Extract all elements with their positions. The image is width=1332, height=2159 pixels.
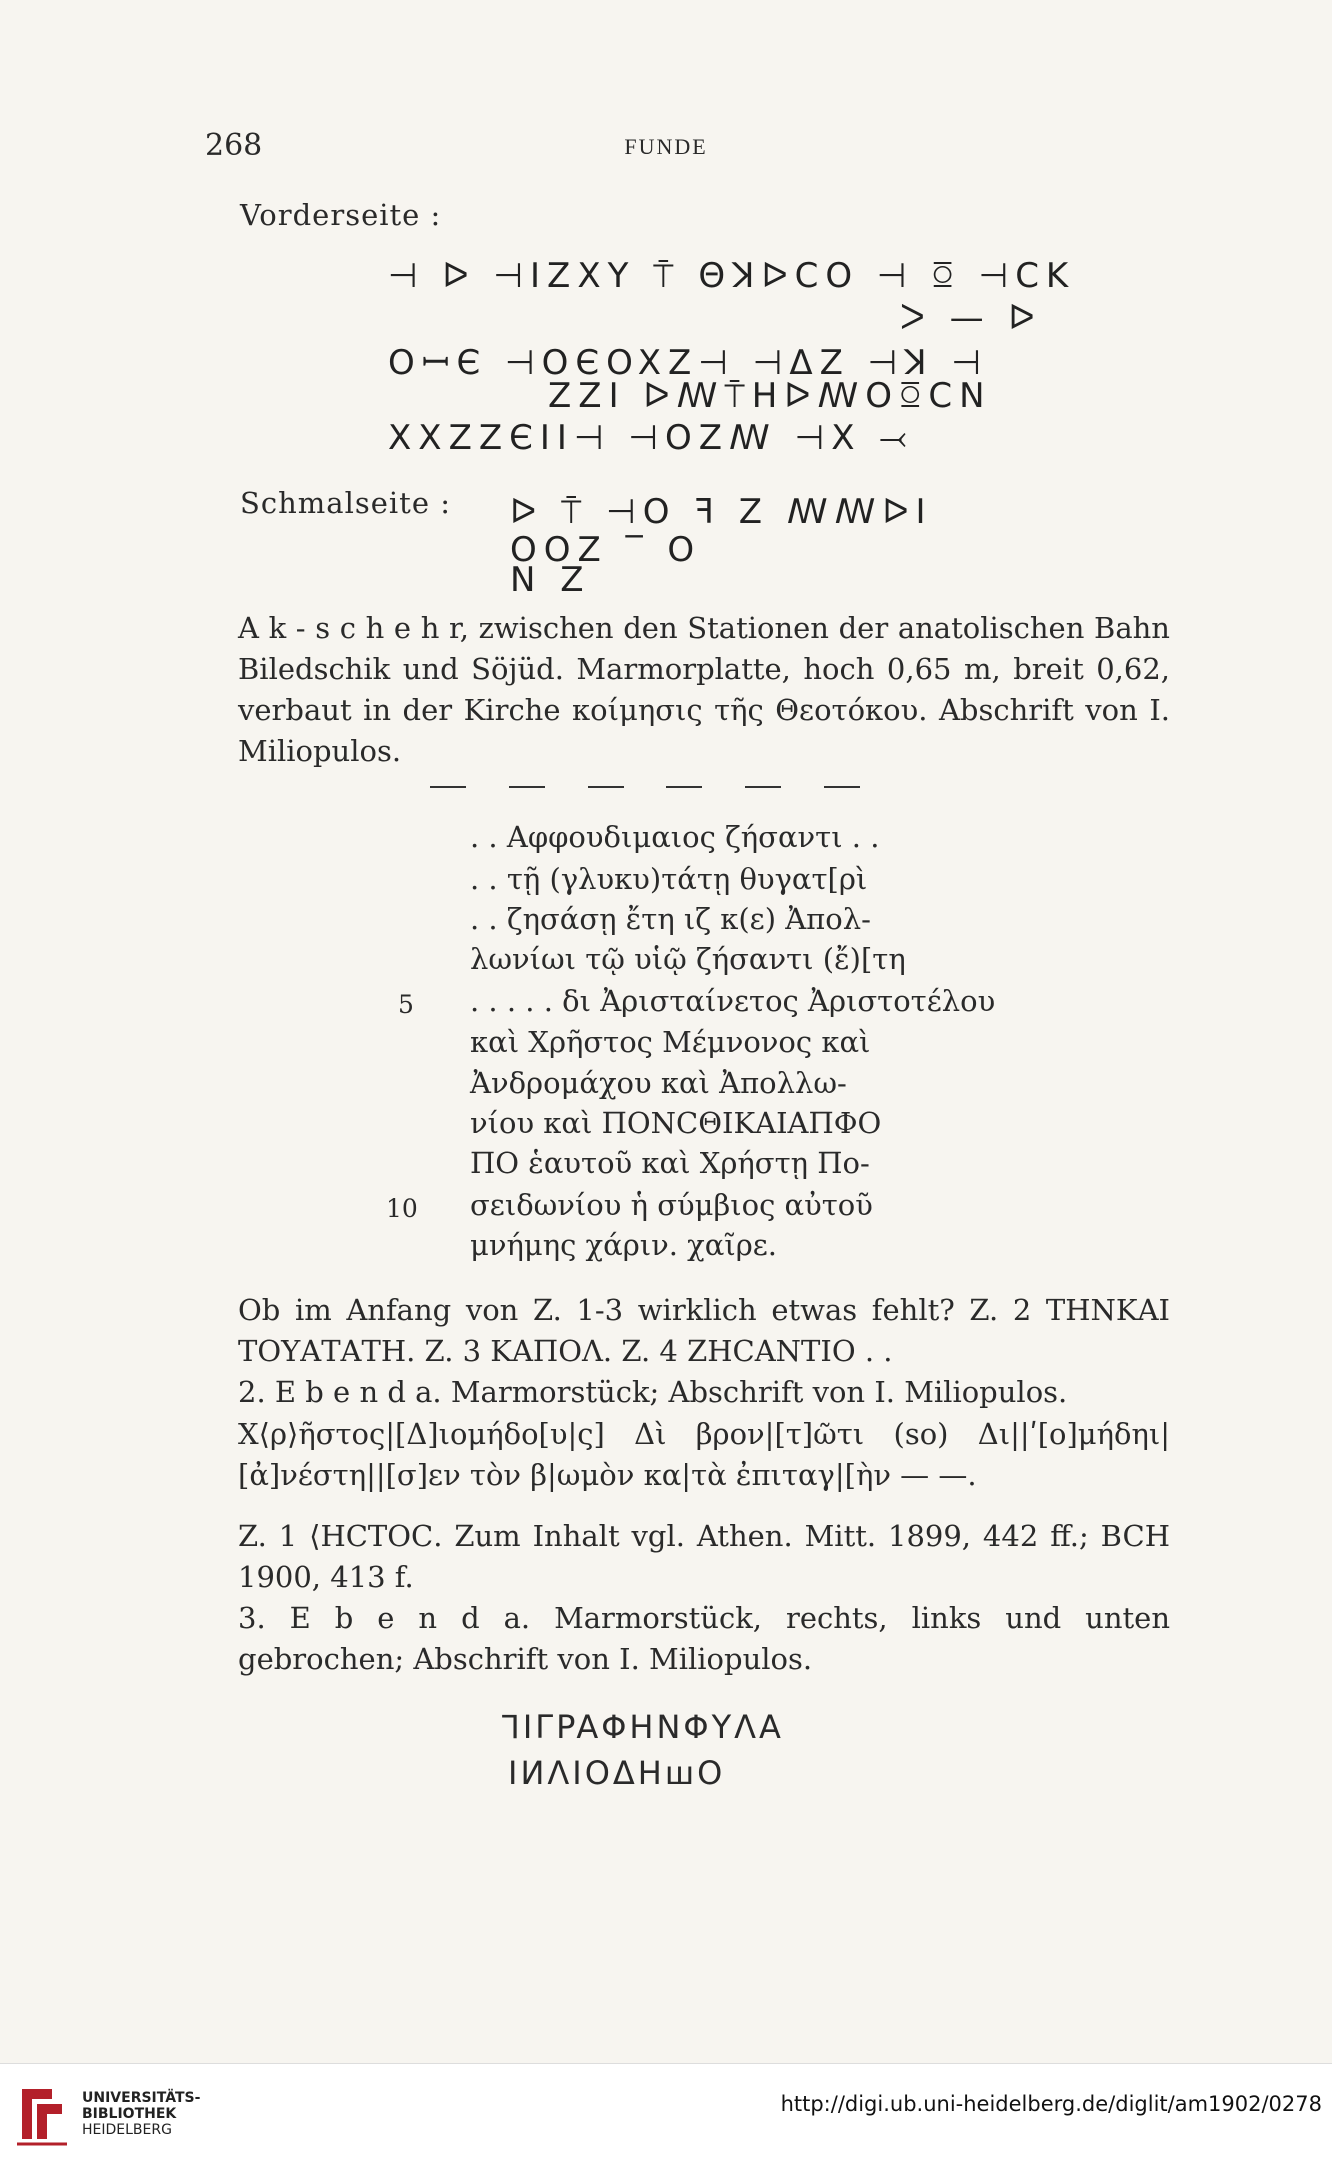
narrow-side-label: Schmalseite : — [240, 486, 451, 520]
front-inscription-line: ⊣ ᐅ ⊣IZXY ⍑ ΘꓘᐅCO ⊣ ꗞ ⊣CK — [388, 256, 1076, 296]
greek-line: . . . . . δι Ἀρισταίνετος Ἀριστοτέλου — [470, 984, 996, 1018]
library-name-line: UNIVERSITÄTS- — [82, 2090, 201, 2106]
entry-2-text: Χ⟨ρ⟩ῆστος|[Δ]ιομήδο[υ|ς] Δὶ βρον|[τ]ῶτι (so) Δι||ʹ[ο]μήδηι|[ἀ]νέστη||[σ]εν τὸν β|ωμὸν κα|τὰ ἐπιταγ|[ὴν — —. — [238, 1417, 1170, 1492]
front-inscription-line: ZZI ᐅꟿ⍑HᐅꟿOꗞCN — [548, 376, 992, 416]
narrow-inscription-line: N Z — [510, 560, 591, 600]
front-inscription-line: ᐳ — ᐅ — [900, 298, 1042, 338]
running-title: FUNDE — [624, 134, 708, 159]
library-logo-icon — [12, 2079, 72, 2149]
front-inscription-line: OꟷЄ ⊣OЄOXZ⊣ ⊣ΔZ ⊣ꓘ ⊣ — [388, 343, 989, 383]
greek-line: λωνίωι τῷ υἱῷ ζήσαντι (ἔ)[τη — [470, 942, 906, 976]
greek-line: σειδωνίου ἡ σύμβιος αὐτοῦ — [470, 1188, 873, 1222]
greek-line: . . ζησάσῃ ἔτη ιζ κ(ε) Ἀπολ- — [470, 902, 871, 936]
greek-line: . . τῇ (γλυκυ)τάτῃ θυγατ[ρὶ — [470, 862, 868, 896]
description-paragraph: A k - s c h e h r, zwischen den Stationen der anatolischen Bahn Biledschik und Söjüd. Marmorplatte, hoch 0,65 m, breit 0,62, verbaut in der Kirche κοίμησις τῆς Θεοτόκου. Abschrift von I. Miliopulos. — [238, 611, 1170, 768]
greek-line: καὶ Χρῆστος Μέμνονος καὶ — [470, 1025, 871, 1059]
line-number-10: 10 — [386, 1194, 418, 1223]
page-number: 268 — [205, 128, 263, 163]
greek-line: Ἀνδρομάχου καὶ Ἀπολλω- — [470, 1066, 847, 1100]
page-header — [0, 128, 1332, 168]
greek-line: ΠΟ ἑαυτοῦ καὶ Χρήστῃ Πο- — [470, 1146, 870, 1180]
library-name-line: HEIDELBERG — [82, 2122, 172, 2138]
front-inscription-line: XXZZЄII⊣ ⊣OZꟿ ⊣X ⤙ — [388, 418, 914, 458]
entry-2-heading: 2. E b e n d a. Marmorstück; Abschrift von I. Miliopulos. — [238, 1375, 1068, 1409]
narrow-inscription-line: OOZ ‾ O — [510, 530, 702, 570]
front-side-label: Vorderseite : — [240, 198, 442, 232]
library-name — [82, 2090, 200, 2138]
entry-3-heading: 3. E b e n d a. Marmorstück, rechts, links und unten gebrochen; Abschrift von I. Miliopulos. — [238, 1601, 1170, 1676]
greek-line: . . Αφφουδιμαιος ζήσαντι . . — [470, 820, 880, 854]
library-name-line: BIBLIOTHEK — [82, 2106, 177, 2122]
source-url-link[interactable]: http://digi.ub.uni-heidelberg.de/diglit/am1902/0278 — [780, 2092, 1322, 2116]
greek-line: νίου καὶ ΠΟΝϹΘΙΚΑΙΑΠΦΟ — [470, 1106, 882, 1140]
entry-2-note: Z. 1 ⟨ΗϹΤΟϹ. Zum Inhalt vgl. Athen. Mitt. 1899, 442 ff.; BCH 1900, 413 f. — [238, 1519, 1170, 1594]
fragment-line: IИΛIOΔHꟺO — [508, 1754, 726, 1792]
greek-line: μνήμης χάριν. χαῖρε. — [470, 1228, 777, 1262]
fragment-line: ꓶIΓPAΦHNΦYΛA — [502, 1708, 784, 1746]
narrow-inscription-line: ᐅ ⍑ ⊣O ꟻ Z ꟿꟿᐅI — [510, 492, 933, 532]
line-number-5: 5 — [398, 990, 414, 1019]
separator-dashes — [430, 786, 860, 788]
commentary-paragraph: Ob im Anfang von Z. 1-3 wirklich etwas fehlt? Z. 2 ΤΗΝΚΑΙ ΤΟΥΑΤΑΤΗ. Z. 3 ΚΑΠΟΛ. Z. 4 ΖΗCΑΝΤΙΟ . . — [238, 1293, 1170, 1368]
footer-bar — [0, 2063, 1332, 2159]
